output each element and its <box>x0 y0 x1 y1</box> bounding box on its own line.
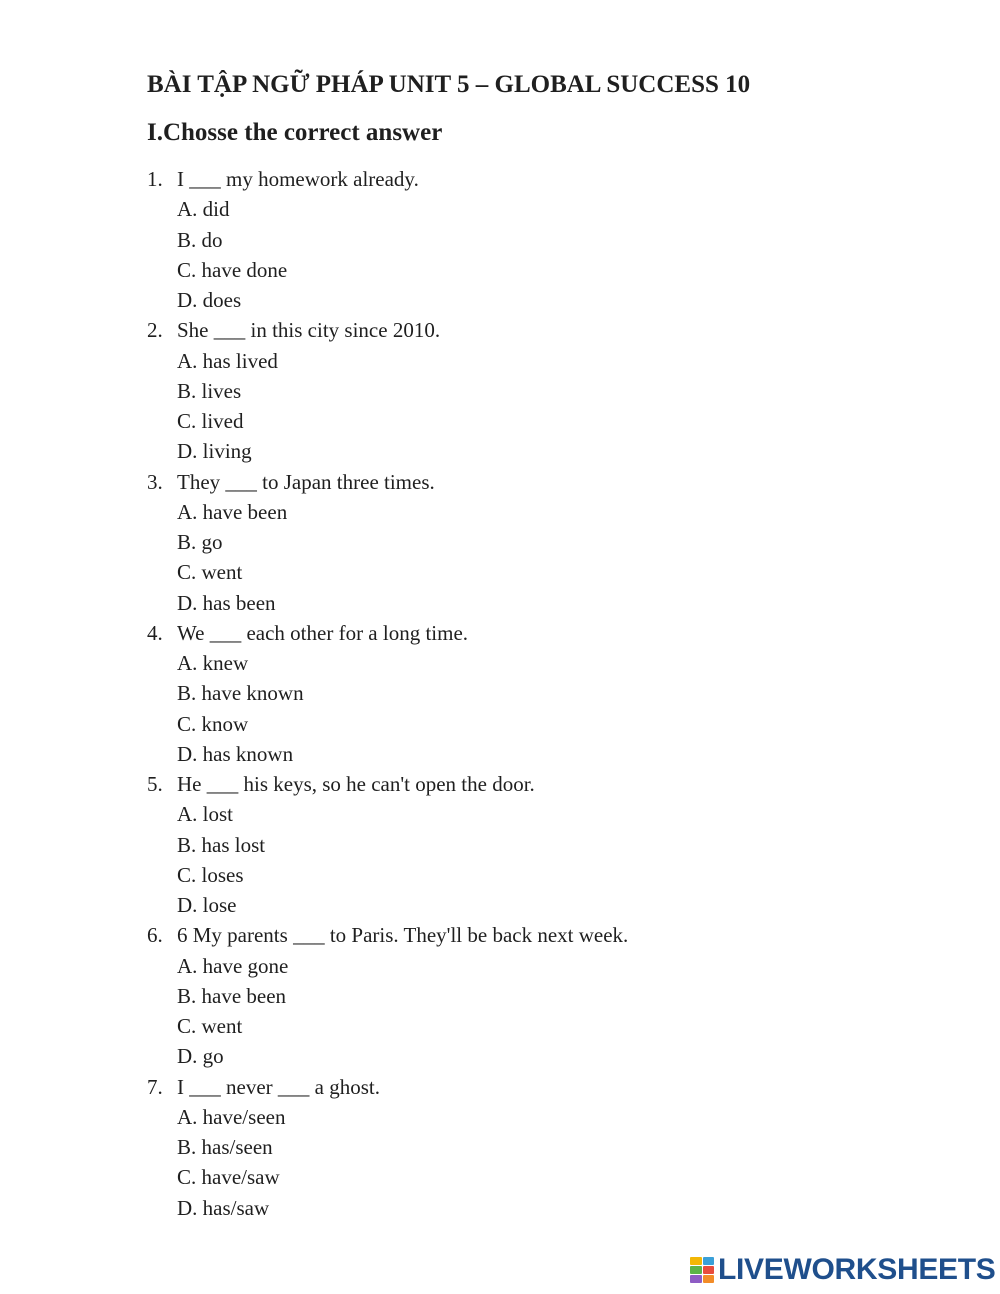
section-title: I.Chosse the correct answer <box>147 119 443 146</box>
logo-text: LIVEWORKSHEETS <box>718 1253 996 1286</box>
answer-option[interactable]: B. do <box>177 227 223 252</box>
answer-option[interactable]: D. has/saw <box>177 1195 270 1220</box>
answer-option[interactable]: A. knew <box>177 651 249 675</box>
answer-option[interactable]: C. have/saw <box>177 1165 280 1190</box>
answer-option[interactable]: C. know <box>177 711 249 736</box>
answer-option[interactable]: A. lost <box>177 802 234 827</box>
answer-option[interactable]: D. go <box>177 1044 224 1069</box>
answer-option[interactable]: D. has known <box>177 741 294 766</box>
liveworksheets-blocks-icon <box>690 1257 714 1283</box>
question-text: I ___ never ___ a ghost. <box>177 1074 380 1099</box>
question-text: I ___ my homework already. <box>177 167 419 191</box>
question-5 <box>147 769 967 799</box>
answer-option[interactable]: D. living <box>177 439 252 464</box>
document-title: BÀI TẬP NGỮ PHÁP UNIT 5 – GLOBAL SUCCESS 10 <box>147 71 751 98</box>
logo-block <box>703 1275 715 1283</box>
answer-option[interactable]: A. did <box>177 197 230 222</box>
question-2 <box>147 315 967 345</box>
question-number: 1. <box>147 167 163 191</box>
question-text: She ___ in this city since 2010. <box>177 318 441 343</box>
question-6 <box>147 920 967 950</box>
question-number: 2. <box>147 318 163 343</box>
answer-option[interactable]: D. lose <box>177 893 237 917</box>
answer-option[interactable]: C. lived <box>177 409 244 433</box>
logo-block <box>690 1266 702 1274</box>
answer-option[interactable]: A. have/seen <box>177 1104 286 1129</box>
answer-option[interactable]: C. loses <box>177 862 244 887</box>
question-4 <box>147 618 967 648</box>
question-text: They ___ to Japan three times. <box>177 469 435 494</box>
question-number: 6. <box>147 923 163 948</box>
question-3 <box>147 467 967 497</box>
logo-block <box>703 1266 715 1274</box>
liveworksheets-logo[interactable] <box>690 1252 996 1288</box>
question-1 <box>147 164 967 194</box>
answer-option[interactable]: B. lives <box>177 378 242 403</box>
answer-option[interactable]: B. has/seen <box>177 1135 273 1159</box>
answer-option[interactable]: B. have been <box>177 983 287 1008</box>
logo-block <box>703 1257 715 1265</box>
question-text: 6 My parents ___ to Paris. They'll be back next week. <box>177 923 629 948</box>
logo-block <box>690 1275 702 1283</box>
question-number: 5. <box>147 772 163 796</box>
question-number: 3. <box>147 469 163 494</box>
question-text: He ___ his keys, so he can't open the door. <box>177 772 535 796</box>
question-text: We ___ each other for a long time. <box>177 620 469 645</box>
answer-option[interactable]: B. has lost <box>177 832 266 857</box>
question-list <box>147 164 967 1223</box>
question-7 <box>147 1072 967 1102</box>
answer-option[interactable]: B. have known <box>177 681 304 706</box>
answer-option[interactable]: A. has lived <box>177 348 278 373</box>
answer-option[interactable]: D. has been <box>177 590 276 615</box>
answer-option[interactable]: B. go <box>177 530 223 554</box>
answer-option[interactable]: A. have been <box>177 499 288 524</box>
answer-option[interactable]: D. does <box>177 288 242 312</box>
question-number: 7. <box>147 1074 163 1099</box>
answer-option[interactable]: A. have gone <box>177 953 289 978</box>
logo-block <box>690 1257 702 1265</box>
question-number: 4. <box>147 620 163 645</box>
answer-option[interactable]: C. went <box>177 560 243 585</box>
answer-option[interactable]: C. went <box>177 1014 243 1038</box>
answer-option[interactable]: C. have done <box>177 257 288 282</box>
